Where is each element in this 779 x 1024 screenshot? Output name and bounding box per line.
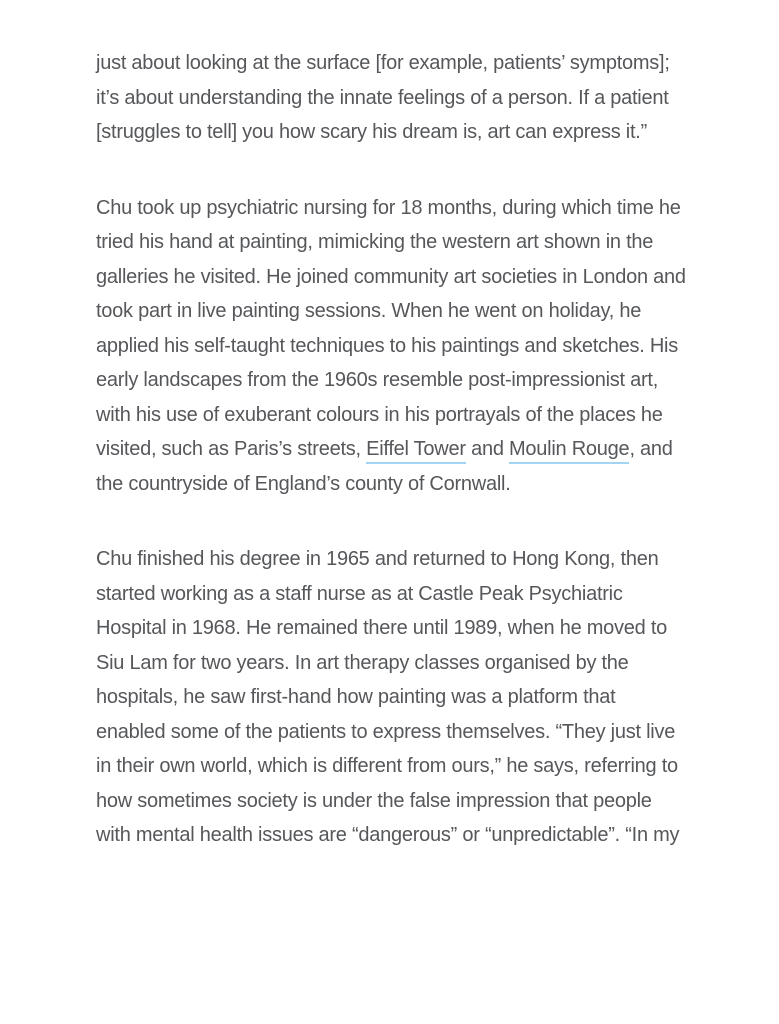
- paragraph-text: Chu took up psychiatric nursing for 18 months, during which time he tried his hand at painting, mimicking the western art shown in the galleries he visited. He joined community art societies in London and took part in live painting sessions. When he went on holiday, he applied his self-taught techniques to his paintings and sketches. His early landscapes from the 1960s resemble post-impressionist art, with his use of exuberant colours in his portrayals of the places he visited, such as Paris’s streets,: [96, 196, 686, 460]
- paragraph-text: , and the countryside of England’s county of Cornwall.: [96, 438, 673, 495]
- paragraph-text: Chu finished his degree in 1965 and returned to Hong Kong, then started working as a staff nurse as at Castle Peak Psychiatric Hospital in 1968. He remained there until 1989, when he moved to Siu Lam for two years. In art therapy classes organised by the hospitals, he saw first-hand how painting was a platform that enabled some of the patients to express themselves. “They just live in their own world, which is different from ours,” he says, referring to how sometimes society is under the false impression that people with mental health issues are “dangerous” or “unpredictable”. “In my: [96, 548, 680, 846]
- paragraph-text: and: [465, 438, 510, 460]
- paragraph-quote-continuation: [96, 46, 688, 150]
- link-eiffel-tower[interactable]: Eiffel Tower: [366, 438, 466, 464]
- paragraph-text: just about looking at the surface [for example, patients’ symptoms]; it’s about understanding the innate feelings of a person. If a patient [struggles to tell] you how scary his dream is, art can express it.”: [96, 52, 670, 143]
- article-body: [96, 46, 688, 853]
- paragraph-psychiatric-nursing: [96, 191, 688, 502]
- link-moulin-rouge[interactable]: Moulin Rouge: [509, 438, 629, 464]
- paragraph-return-hong-kong: [96, 542, 688, 853]
